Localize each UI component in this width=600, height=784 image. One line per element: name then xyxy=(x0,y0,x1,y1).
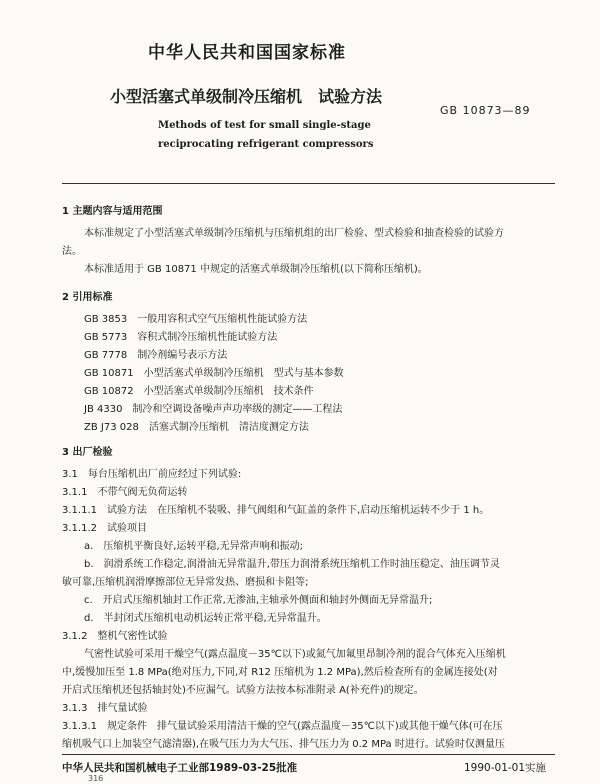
reference-item: GB 5773 容积式制冷压缩机性能试验方法 xyxy=(84,332,278,343)
test-item-d: d. 半封闭式压缩机电动机运转正常平稳,无异常温升。 xyxy=(84,613,327,624)
clause-3-1-2-text: 气密性试验可采用干燥空气(露点温度－35℃以下)或氮气加氟里昂制冷剂的混合气体充入压缩机 xyxy=(84,649,506,660)
clause-3-1-3-1-cont: 缩机吸气口上加装空气滤清器),在吸气压力为大气压、排气压力为 0.2 MPa 时进行。试验时仅测量压 xyxy=(62,739,505,750)
section-1-paragraph-1-cont: 法。 xyxy=(62,246,82,257)
clause-3-1-1-1: 3.1.1.1 试验方法 在压缩机不装吸、排气阀组和气缸盖的条件下,启动压缩机运转不少于 1 h。 xyxy=(62,505,490,516)
clause-3-1-3-1: 3.1.3.1 规定条件 排气量试验采用清洁干燥的空气(露点温度－35℃以下)或其他干燥气体(可在压 xyxy=(62,721,503,732)
test-item-a: a. 压缩机平衡良好,运转平稳,无异常声响和振动; xyxy=(84,541,304,552)
test-item-b: b. 润滑系统工作稳定,润滑油无异常温升,带压力润滑系统压缩机工作时油压稳定、油压调节灵 xyxy=(84,559,500,570)
section-1-heading: 1 主题内容与适用范围 xyxy=(62,206,163,217)
english-title-line1: Methods of test for small single-stage xyxy=(158,120,371,131)
national-standard-title: 中华人民共和国国家标准 xyxy=(148,43,346,63)
section-1-paragraph-1: 本标准规定了小型活塞式单级制冷压缩机与压缩机组的出厂检验、型式检验和抽查检验的试验方 xyxy=(84,228,504,239)
effective-date: 1990-01-01实施 xyxy=(464,762,547,774)
clause-3-1-3: 3.1.3 排气量试验 xyxy=(62,703,148,714)
section-3-heading: 3 出厂检验 xyxy=(62,447,113,458)
reference-item: GB 3853 一般用容积式空气压缩机性能试验方法 xyxy=(84,314,308,325)
standard-code: GB 10873—89 xyxy=(440,104,531,117)
approval-line: 中华人民共和国机械电子工业部1989-03-25批准 xyxy=(62,762,298,774)
document-title: 小型活塞式单级制冷压缩机 试验方法 xyxy=(110,87,383,106)
header-divider xyxy=(62,183,555,184)
clause-3-1: 3.1 每台压缩机出厂前应经过下列试验: xyxy=(62,469,242,480)
clause-3-1-2: 3.1.2 整机气密性试验 xyxy=(62,631,168,642)
section-1-paragraph-2: 本标准适用于 GB 10871 中规定的活塞式单级制冷压缩机(以下简称压缩机)。 xyxy=(84,264,428,275)
clause-3-1-1: 3.1.1 不带气阀无负荷运转 xyxy=(62,487,188,498)
reference-item: JB 4330 制冷和空调设备噪声声功率级的测定——工程法 xyxy=(84,404,343,415)
footer-divider xyxy=(62,754,555,755)
section-2-heading: 2 引用标准 xyxy=(62,292,113,303)
clause-3-1-2-text-cont: 中,缓慢加压至 1.8 MPa(绝对压力,下同,对 R12 压缩机为 1.2 MPa),然后检查所有的金属连接处(对 xyxy=(62,667,498,678)
reference-item: ZB J73 028 活塞式制冷压缩机 清洁度测定方法 xyxy=(84,422,309,433)
test-item-b-cont: 敏可靠,压缩机润滑摩擦部位无异常发热、磨损和卡阻等; xyxy=(62,577,309,588)
page-number: 316 xyxy=(88,774,104,783)
clause-3-1-2-text-cont: 开启式压缩机还包括轴封处)不应漏气。试验方法按本标准附录 A(补充件)的规定。 xyxy=(62,685,424,696)
reference-item: GB 7778 制冷剂编号表示方法 xyxy=(84,350,228,361)
test-item-c: c. 开启式压缩机轴封工作正常,无渗油,主轴承外侧面和轴封外侧面无异常温升; xyxy=(84,595,433,606)
clause-3-1-1-2: 3.1.1.2 试验项目 xyxy=(62,523,147,534)
reference-item: GB 10872 小型活塞式单级制冷压缩机 技术条件 xyxy=(84,386,314,397)
reference-item: GB 10871 小型活塞式单级制冷压缩机 型式与基本参数 xyxy=(84,368,344,379)
english-title-line2: reciprocating refrigerant compressors xyxy=(158,139,374,150)
